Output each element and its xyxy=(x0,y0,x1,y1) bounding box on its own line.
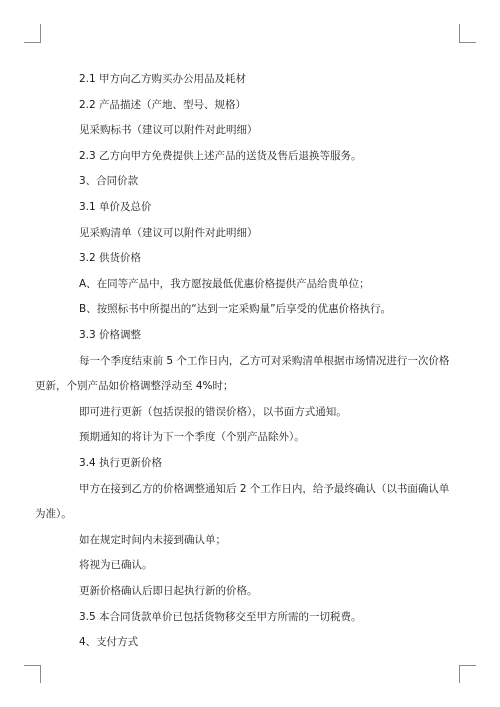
section-3-4-heading: 3.4 执行更新价格 xyxy=(79,457,163,469)
section-2-1-heading: 2.1 甲方向乙方购买办公用品及耗材 xyxy=(79,73,247,85)
section-4-heading: 4、支付方式 xyxy=(79,636,139,648)
paragraph-line: B、按照标书中所提出的“达到一定采购量”后享受的优惠价格执行。 xyxy=(79,303,392,315)
section-3-2-heading: 3.2 供货价格 xyxy=(79,252,142,264)
paragraph-line: A、在同等产品中，我方愿按最低优惠价格提供产品给贵单位； xyxy=(79,278,370,290)
paragraph-line: 预期通知的将计为下一个季度（个别产品除外）。 xyxy=(79,431,305,443)
section-2-3-paragraph: 2.3 乙方向甲方免费提供上述产品的送货及售后退换等服务。 xyxy=(79,150,362,162)
paragraph-line: 更新，个别产品如价格调整浮动至 4%时； xyxy=(35,380,234,392)
paragraph-line: 将视为已确认。 xyxy=(79,559,153,571)
section-3-1-heading: 3.1 单价及总价 xyxy=(79,201,152,213)
section-3-heading: 3、合同价款 xyxy=(79,175,139,187)
section-2-2-heading: 2.2 产品描述（产地、型号、规格） xyxy=(79,99,247,111)
paragraph-line: 即可进行更新（包括误报的错误价格），以书面方式通知。 xyxy=(79,406,347,418)
section-3-5-paragraph: 3.5 本合同货款单价已包括货物移交至甲方所需的一切税费。 xyxy=(79,611,362,623)
paragraph-line: 为准）。 xyxy=(35,508,72,520)
paragraph-line: 见采购标书（建议可以附件对此明细） xyxy=(79,124,258,136)
paragraph-line: 见采购清单（建议可以附件对此明细） xyxy=(79,227,258,239)
paragraph-line: 每一个季度结束前 5 个工作日内，乙方可对采购清单根据市场情况进行一次价格 xyxy=(79,355,450,367)
section-3-3-heading: 3.3 价格调整 xyxy=(79,329,142,341)
paragraph-line: 更新价格确认后即日起执行新的价格。 xyxy=(79,585,258,597)
paragraph-line: 如在规定时间内未接到确认单； xyxy=(79,534,226,546)
paragraph-line: 甲方在接到乙方的价格调整通知后 2 个工作日内，给予最终确认（以书面确认单 xyxy=(79,483,450,495)
